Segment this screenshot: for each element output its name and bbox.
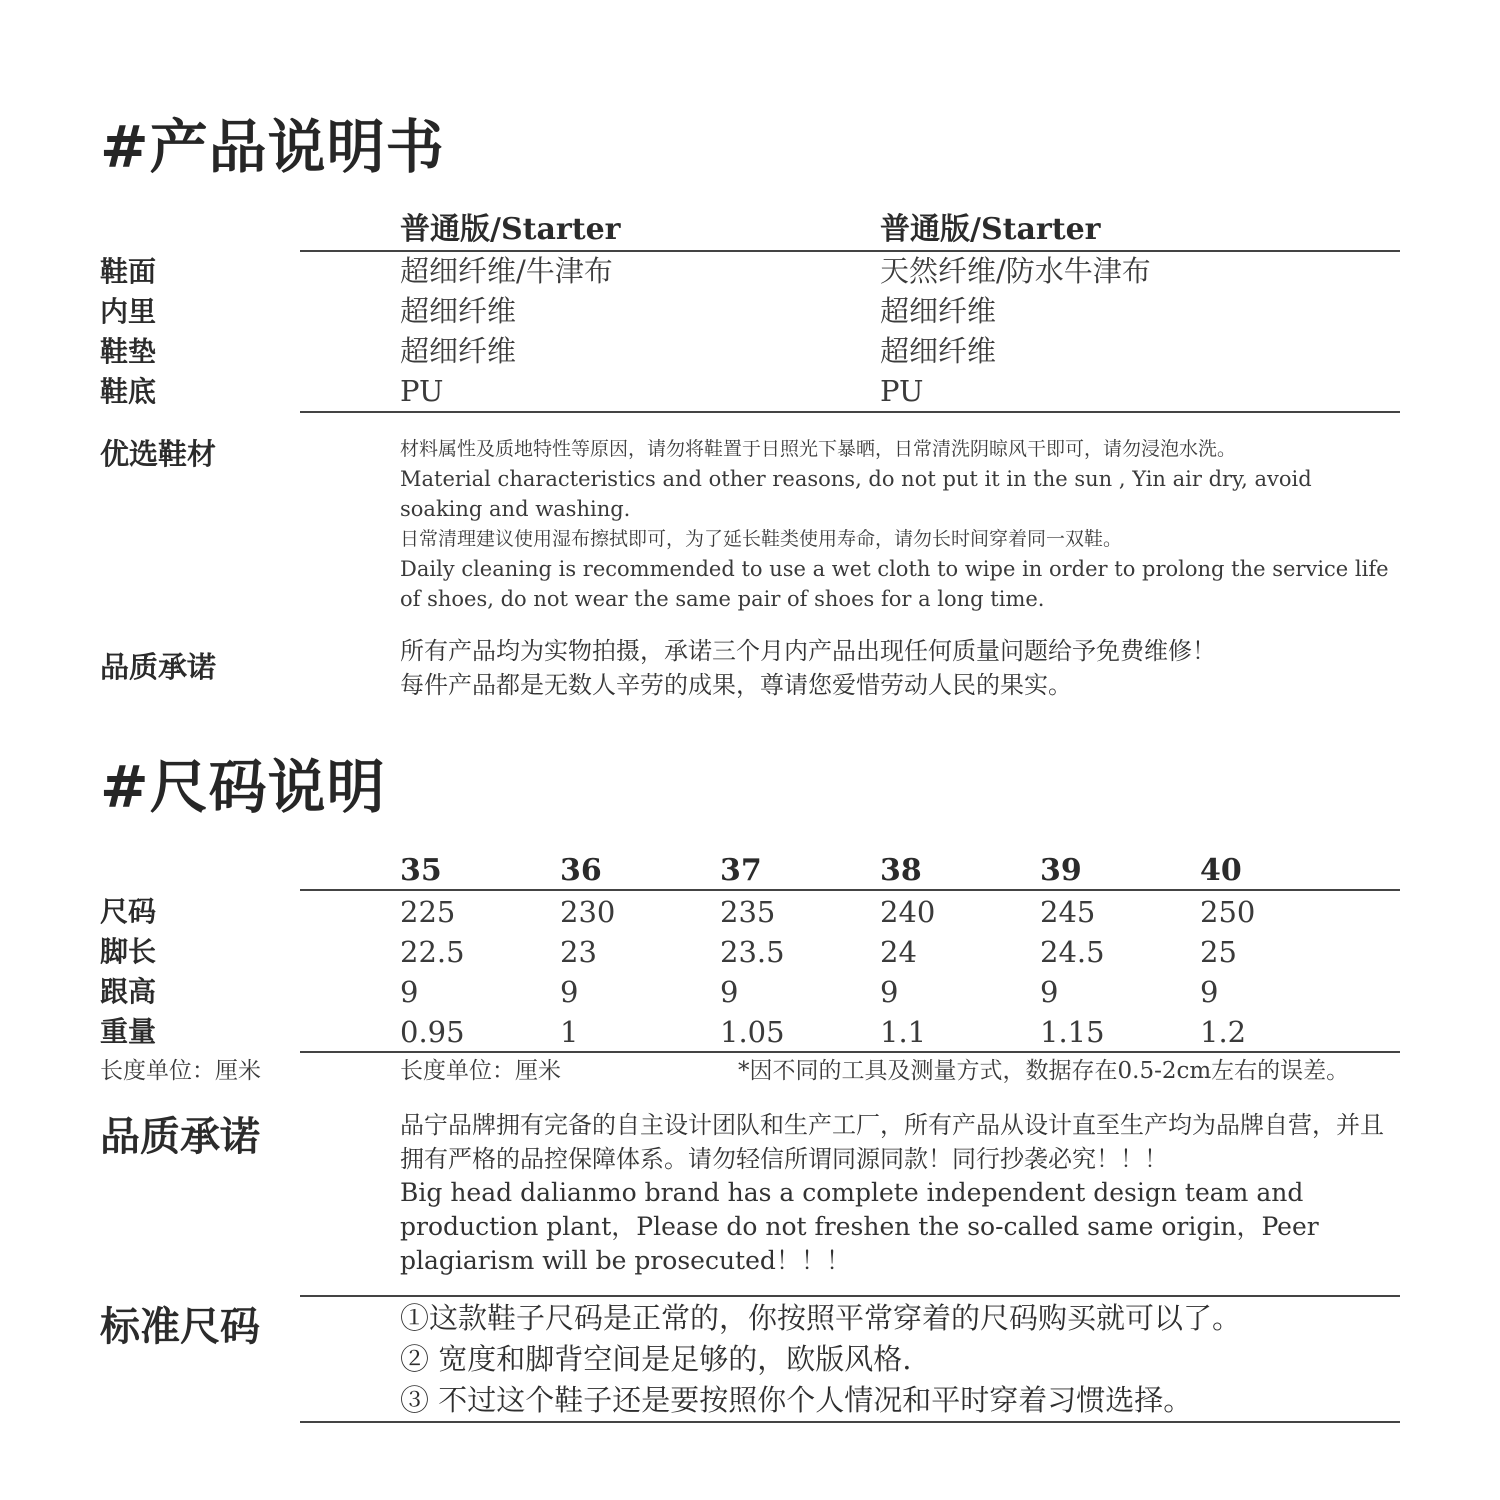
size-cell: 9 — [400, 975, 419, 1009]
standard-top-divider — [300, 1295, 1400, 1297]
size-cell: 9 — [1200, 975, 1219, 1009]
size-cell: 1.15 — [1040, 1015, 1105, 1049]
size-row-label: 脚长 — [100, 935, 157, 968]
product-col-header-1: 普通版/Starter — [400, 212, 621, 247]
size-cell: 1.2 — [1200, 1015, 1247, 1049]
material-line2-en: Daily cleaning is recommended to use a wet cloth to wipe in order to prolong the service life of shoes, do not wear the same pair of shoes for a long time. — [400, 557, 1389, 611]
size-cell: 9 — [880, 975, 899, 1009]
product-cell: 超细纤维 — [880, 334, 997, 368]
size-cell: 245 — [1040, 895, 1096, 929]
size-cell: 1.1 — [880, 1015, 927, 1049]
standard-item: ①这款鞋子尺码是正常的，你按照平常穿着的尺码购买就可以了。 — [400, 1301, 1242, 1335]
product-cell: 天然纤维/防水牛津布 — [880, 254, 1151, 288]
quality2-cn: 品宁品牌拥有完备的自主设计团队和生产工厂，所有产品从设计直至生产均为品牌自营，并且拥有严格的品控保障体系。请勿轻信所谓同源同款！同行抄袭必究！！！ — [400, 1111, 1384, 1173]
product-table-bottom-divider — [300, 411, 1400, 413]
size-row-label: 跟高 — [100, 975, 157, 1008]
size-title: #尺码说明 — [100, 753, 386, 821]
unit-note-right: 长度单位：厘米 — [400, 1058, 561, 1084]
size-cell: 230 — [560, 895, 616, 929]
measurement-error-note: *因不同的工具及测量方式，数据存在0.5-2cm左右的误差。 — [738, 1058, 1350, 1084]
size-cell: 24 — [880, 935, 917, 969]
product-col-header-2: 普通版/Starter — [880, 212, 1101, 247]
quality2-en: Big head dalianmo brand has a complete independent design team and production plant，Please do not freshen the so-called same origin，Peer plagiarism will be prosecuted！！！ — [400, 1178, 1319, 1275]
size-cell: 1 — [560, 1015, 579, 1049]
product-cell: PU — [400, 374, 444, 408]
size-cell: 225 — [400, 895, 456, 929]
size-row-label: 尺码 — [100, 895, 157, 928]
size-row-label: 重量 — [100, 1015, 157, 1048]
size-cell: 25 — [1200, 935, 1237, 969]
size-cell: 23 — [560, 935, 597, 969]
size-col-header: 37 — [720, 853, 762, 888]
standard-label: 标准尺码 — [100, 1303, 260, 1350]
size-cell: 250 — [1200, 895, 1256, 929]
quality1-line2: 每件产品都是无数人辛劳的成果，尊请您爱惜劳动人民的果实。 — [400, 671, 1072, 699]
size-cell: 9 — [560, 975, 579, 1009]
size-table-bottom-divider — [300, 1051, 1400, 1053]
size-cell: 240 — [880, 895, 936, 929]
quality2-label: 品质承诺 — [100, 1113, 260, 1160]
size-cell: 1.05 — [720, 1015, 785, 1049]
product-row-label: 鞋面 — [100, 255, 157, 288]
material-line1-cn: 材料属性及质地特性等原因，请勿将鞋置于日照光下暴晒，日常清洗阴晾风干即可，请勿浸泡水洗。 — [400, 438, 1237, 460]
product-row-label: 内里 — [100, 295, 157, 328]
size-header-divider — [300, 889, 1400, 891]
size-cell: 24.5 — [1040, 935, 1105, 969]
material-label: 优选鞋材 — [100, 437, 217, 471]
unit-note-left: 长度单位：厘米 — [100, 1058, 261, 1084]
standard-item: ③ 不过这个鞋子还是要按照你个人情况和平时穿着习惯选择。 — [400, 1383, 1193, 1417]
size-cell: 22.5 — [400, 935, 465, 969]
quality2-text-block — [400, 1108, 1390, 1278]
material-line1-en: Material characteristics and other reasons, do not put it in the sun , Yin air dry, avoid soaking and washing. — [400, 467, 1312, 521]
product-header-divider — [300, 250, 1400, 252]
product-title: #产品说明书 — [100, 113, 445, 181]
size-col-header: 36 — [560, 853, 602, 888]
product-row-label: 鞋垫 — [100, 335, 157, 368]
size-col-header: 39 — [1040, 853, 1082, 888]
size-col-header: 40 — [1200, 853, 1242, 888]
size-cell: 23.5 — [720, 935, 785, 969]
size-cell: 0.95 — [400, 1015, 465, 1049]
size-col-header: 38 — [880, 853, 922, 888]
product-cell: 超细纤维/牛津布 — [400, 254, 613, 288]
product-cell: PU — [880, 374, 924, 408]
size-col-header: 35 — [400, 853, 442, 888]
standard-item: ② 宽度和脚背空间是足够的，欧版风格. — [400, 1342, 912, 1376]
standard-bottom-divider — [300, 1421, 1400, 1423]
product-cell: 超细纤维 — [400, 294, 517, 328]
size-cell: 235 — [720, 895, 776, 929]
standard-list — [400, 1298, 1241, 1421]
quality1-label: 品质承诺 — [100, 650, 217, 684]
material-line2-cn: 日常清理建议使用湿布擦拭即可，为了延长鞋类使用寿命，请勿长时间穿着同一双鞋。 — [400, 528, 1123, 550]
size-cell: 9 — [1040, 975, 1059, 1009]
quality1-text-block — [400, 634, 1390, 702]
product-cell: 超细纤维 — [880, 294, 997, 328]
material-text-block — [400, 434, 1390, 614]
product-cell: 超细纤维 — [400, 334, 517, 368]
quality1-line1: 所有产品均为实物拍摄，承诺三个月内产品出现任何质量问题给予免费维修！ — [400, 637, 1216, 665]
product-row-label: 鞋底 — [100, 375, 157, 408]
size-cell: 9 — [720, 975, 739, 1009]
